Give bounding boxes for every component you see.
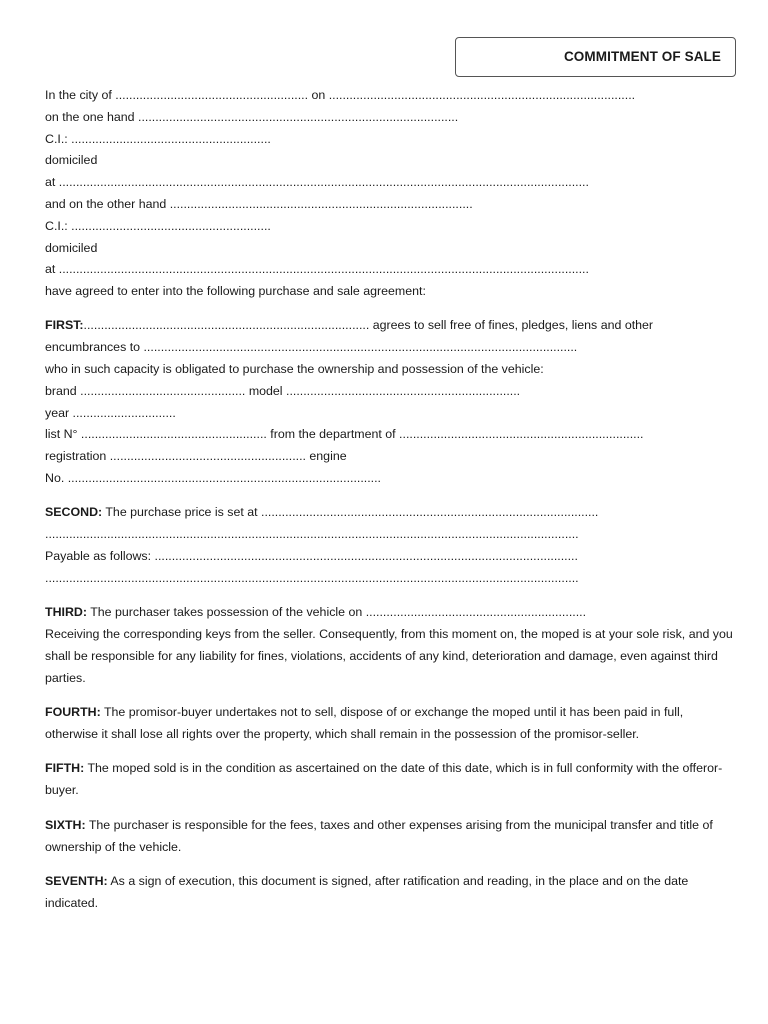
vehicle-registration-engine-line: registration ......................................................... engine <box>45 449 347 464</box>
contract-body <box>45 85 735 915</box>
clause-third <box>45 602 735 690</box>
vehicle-list-department-line: list N° ...................................................... from the department of ....................................................................... <box>45 427 644 442</box>
vehicle-brand-model-line: brand ................................................ model .................................................................... <box>45 383 521 398</box>
clause-seventh-label: SEVENTH: <box>45 873 108 888</box>
clause-first-line-2: encumbrances to .............................................................................................................................. <box>45 340 578 355</box>
purchase-price-line: The purchase price is set at .................................................................................................. <box>102 505 599 520</box>
parties-section <box>45 85 735 303</box>
purchase-price-continuation: ........................................................................................................................................................... <box>45 527 579 542</box>
clause-fourth <box>45 702 735 746</box>
clause-seventh-text: As a sign of execution, this document is signed, after ratification and reading, in the place and on the date indicated. <box>45 873 689 910</box>
clause-fifth-text: The moped sold is in the condition as ascertained on the date of this date, which is in full conformity with the offeror-buyer. <box>45 761 723 798</box>
clause-sixth-label: SIXTH: <box>45 817 86 832</box>
clause-third-label: THIRD: <box>45 605 87 620</box>
document-title: COMMITMENT OF SALE <box>563 49 721 64</box>
second-party-address-line: at .......................................................................................................................................................... <box>45 262 589 277</box>
clause-first-text-1: ................................................................................... agrees to sell free of fines, pledges, liens and other <box>83 318 654 333</box>
clause-fifth <box>45 758 735 802</box>
payment-terms-line: Payable as follows: ........................................................................................................................... <box>45 548 578 563</box>
vehicle-year-line: year .............................. <box>45 405 176 420</box>
first-party-id-line: C.I.: .......................................................... <box>45 131 271 146</box>
agreement-intro-line: have agreed to enter into the following purchase and sale agreement: <box>45 284 426 299</box>
payment-terms-continuation: ........................................................................................................................................................... <box>45 570 579 585</box>
clause-fourth-label: FOURTH: <box>45 705 101 720</box>
first-party-line: on the one hand ............................................................................................. <box>45 109 459 124</box>
clause-sixth <box>45 815 735 859</box>
clause-second-label: SECOND: <box>45 505 103 520</box>
clause-first-label: FIRST: <box>45 318 84 333</box>
clause-third-body: Receiving the corresponding keys from the seller. Consequently, from this moment on, the moped is at your sole risk, and you shall be responsible for any liability for fines, violations, accidents of any kind, deterioration and damage, even against third parties. <box>45 626 733 685</box>
city-date-line: In the city of ........................................................ on ......................................................................................... <box>45 88 636 102</box>
possession-date-line: The purchaser takes possession of the vehicle on ................................................................ <box>86 605 587 620</box>
clause-fifth-label: FIFTH: <box>45 761 85 776</box>
clause-second-line-1 <box>45 502 735 524</box>
clause-first-line-3: who in such capacity is obligated to purchase the ownership and possession of the vehicle: <box>45 362 544 377</box>
document-title-box <box>455 37 736 77</box>
clause-third-line-1 <box>45 602 735 624</box>
second-party-domiciled-label: domiciled <box>45 240 98 255</box>
first-party-address-line: at .......................................................................................................................................................... <box>45 175 589 190</box>
clause-first-line-1 <box>45 315 735 337</box>
second-party-id-line: C.I.: .......................................................... <box>45 218 271 233</box>
second-party-line: and on the other hand ........................................................................................ <box>45 196 473 211</box>
first-party-domiciled-label: domiciled <box>45 153 98 168</box>
clause-seventh <box>45 871 735 915</box>
clause-first <box>45 315 735 489</box>
clause-fourth-text: The promisor-buyer undertakes not to sell, dispose of or exchange the moped until it has been paid in full, otherwise it shall lose all rights over the property, which shall remain in the possession of the promisor-seller. <box>45 705 684 741</box>
vehicle-number-line: No. ........................................................................................... <box>45 471 381 486</box>
clause-second <box>45 502 735 589</box>
clause-sixth-text: The purchaser is responsible for the fees, taxes and other expenses arising from the municipal transfer and title of ownership of the vehicle. <box>45 817 713 854</box>
